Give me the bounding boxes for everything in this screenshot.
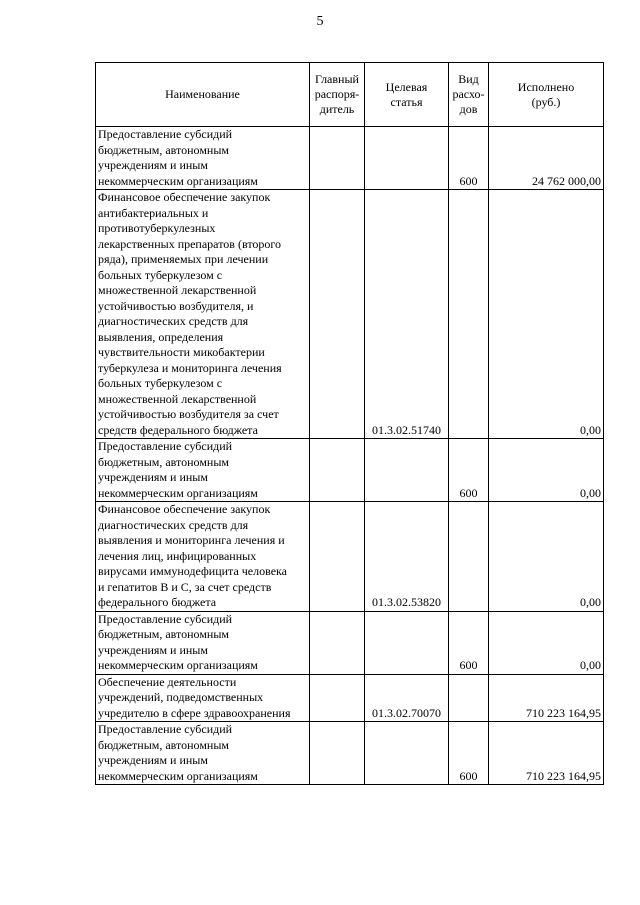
table-body xyxy=(96,127,604,785)
row-name xyxy=(96,439,310,502)
row-expense-kind xyxy=(449,502,489,612)
row-amount: 710 223 164,95 xyxy=(489,674,604,722)
row-name xyxy=(96,127,310,190)
table-row xyxy=(96,439,604,502)
row-name-line: чувствительности микобактерии xyxy=(98,345,265,359)
row-name xyxy=(96,190,310,439)
row-name-line: лечения лиц, инфицированных xyxy=(98,548,257,563)
page-number: 5 xyxy=(316,14,324,29)
row-amount: 0,00 xyxy=(489,190,604,439)
row-name-line: некоммерческим организациям xyxy=(98,485,258,500)
row-name-line: учреждениям и иным xyxy=(98,642,208,657)
row-name-line: противотуберкулезных xyxy=(98,221,216,235)
row-name-line: лекарственных препаратов (второго xyxy=(98,236,282,251)
row-expense-kind: 600 xyxy=(449,439,489,502)
row-target-code: 01.3.02.51740 xyxy=(365,190,449,439)
table-header xyxy=(96,63,604,127)
row-name-line: Предоставление субсидий xyxy=(98,127,233,141)
row-target-code: 01.3.02.53820 xyxy=(365,502,449,612)
row-name-line: учреждениям и иным xyxy=(98,158,208,172)
row-name-line: больных туберкулезом с xyxy=(98,376,223,390)
row-expense-kind: 600 xyxy=(449,722,489,785)
row-target-code xyxy=(365,127,449,190)
row-name-line: некоммерческим организациям xyxy=(98,173,258,188)
table-row xyxy=(96,502,604,612)
budget-table xyxy=(95,62,604,785)
row-name xyxy=(96,722,310,785)
row-target-code: 01.3.02.70070 xyxy=(365,674,449,722)
row-name-line: диагностических средств для xyxy=(98,517,249,532)
row-name-line: федерального бюджета xyxy=(98,595,217,609)
row-amount: 24 762 000,00 xyxy=(489,127,604,190)
row-chief xyxy=(310,611,365,674)
row-name-line: учреждениям и иным xyxy=(98,753,208,767)
table-row xyxy=(96,127,604,190)
row-name xyxy=(96,502,310,612)
row-name-line: устойчивостью возбудителя за счет xyxy=(98,407,279,421)
row-name-line: Финансовое обеспечение закупок xyxy=(98,502,271,516)
row-name-line: бюджетным, автономным xyxy=(98,142,229,157)
row-name-line: бюджетным, автономным xyxy=(98,627,229,641)
header-row xyxy=(96,63,604,127)
row-name-line: ряда), применяемых при лечении xyxy=(98,252,269,266)
row-amount: 0,00 xyxy=(489,611,604,674)
table-row xyxy=(96,611,604,674)
row-amount: 0,00 xyxy=(489,502,604,612)
row-name-line: и гепатитов B и C, за счет средств xyxy=(98,579,272,594)
row-target-code xyxy=(365,722,449,785)
row-name-line: выявления, определения xyxy=(98,329,224,344)
header-target: Целевая статья xyxy=(365,63,449,127)
row-name-line: Предоставление субсидий xyxy=(98,722,233,736)
row-name-line: устойчивостью возбудителя, и xyxy=(98,298,254,313)
table-row xyxy=(96,674,604,722)
row-name-line: диагностических средств для xyxy=(98,314,249,328)
row-name-line: некоммерческим организациям xyxy=(98,658,258,672)
row-chief xyxy=(310,439,365,502)
row-name-line: туберкулеза и мониторинга лечения xyxy=(98,360,282,375)
row-target-code xyxy=(365,611,449,674)
row-name-line: учреждениям и иным xyxy=(98,470,208,484)
row-chief xyxy=(310,674,365,722)
header-name: Наименование xyxy=(96,63,310,127)
row-name-line: учредителю в сфере здравоохранения xyxy=(98,705,291,720)
row-amount: 0,00 xyxy=(489,439,604,502)
header-kind: Вид расхо- дов xyxy=(449,63,489,127)
row-name-line: множественной лекарственной xyxy=(98,283,257,297)
row-expense-kind: 600 xyxy=(449,611,489,674)
row-name-line: больных туберкулезом с xyxy=(98,267,223,282)
row-name-line: Обеспечение деятельности xyxy=(98,674,237,689)
row-chief xyxy=(310,722,365,785)
row-name-line: средств федерального бюджета xyxy=(98,422,258,437)
row-name-line: некоммерческим организациям xyxy=(98,768,258,783)
row-name-line: антибактериальных и xyxy=(98,205,209,220)
row-name-line: вирусами иммунодефицита человека xyxy=(98,564,288,578)
header-chief: Главный распоря- дитель xyxy=(310,63,365,127)
row-name-line: бюджетным, автономным xyxy=(98,454,229,469)
row-chief xyxy=(310,127,365,190)
row-target-code xyxy=(365,439,449,502)
table-row xyxy=(96,722,604,785)
row-name-line: учреждений, подведомственных xyxy=(98,690,264,704)
row-expense-kind: 600 xyxy=(449,127,489,190)
row-chief xyxy=(310,190,365,439)
row-expense-kind xyxy=(449,674,489,722)
row-name-line: Предоставление субсидий xyxy=(98,439,233,453)
row-name-line: множественной лекарственной xyxy=(98,391,257,406)
row-chief xyxy=(310,502,365,612)
header-executed: Исполнено (руб.) xyxy=(489,63,604,127)
row-name xyxy=(96,611,310,674)
row-name xyxy=(96,674,310,722)
row-name-line: Предоставление субсидий xyxy=(98,611,233,626)
row-name-line: Финансовое обеспечение закупок xyxy=(98,190,271,204)
row-amount: 710 223 164,95 xyxy=(489,722,604,785)
row-expense-kind xyxy=(449,190,489,439)
table-row xyxy=(96,190,604,439)
row-name-line: выявления и мониторинга лечения и xyxy=(98,533,285,547)
row-name-line: бюджетным, автономным xyxy=(98,737,229,752)
